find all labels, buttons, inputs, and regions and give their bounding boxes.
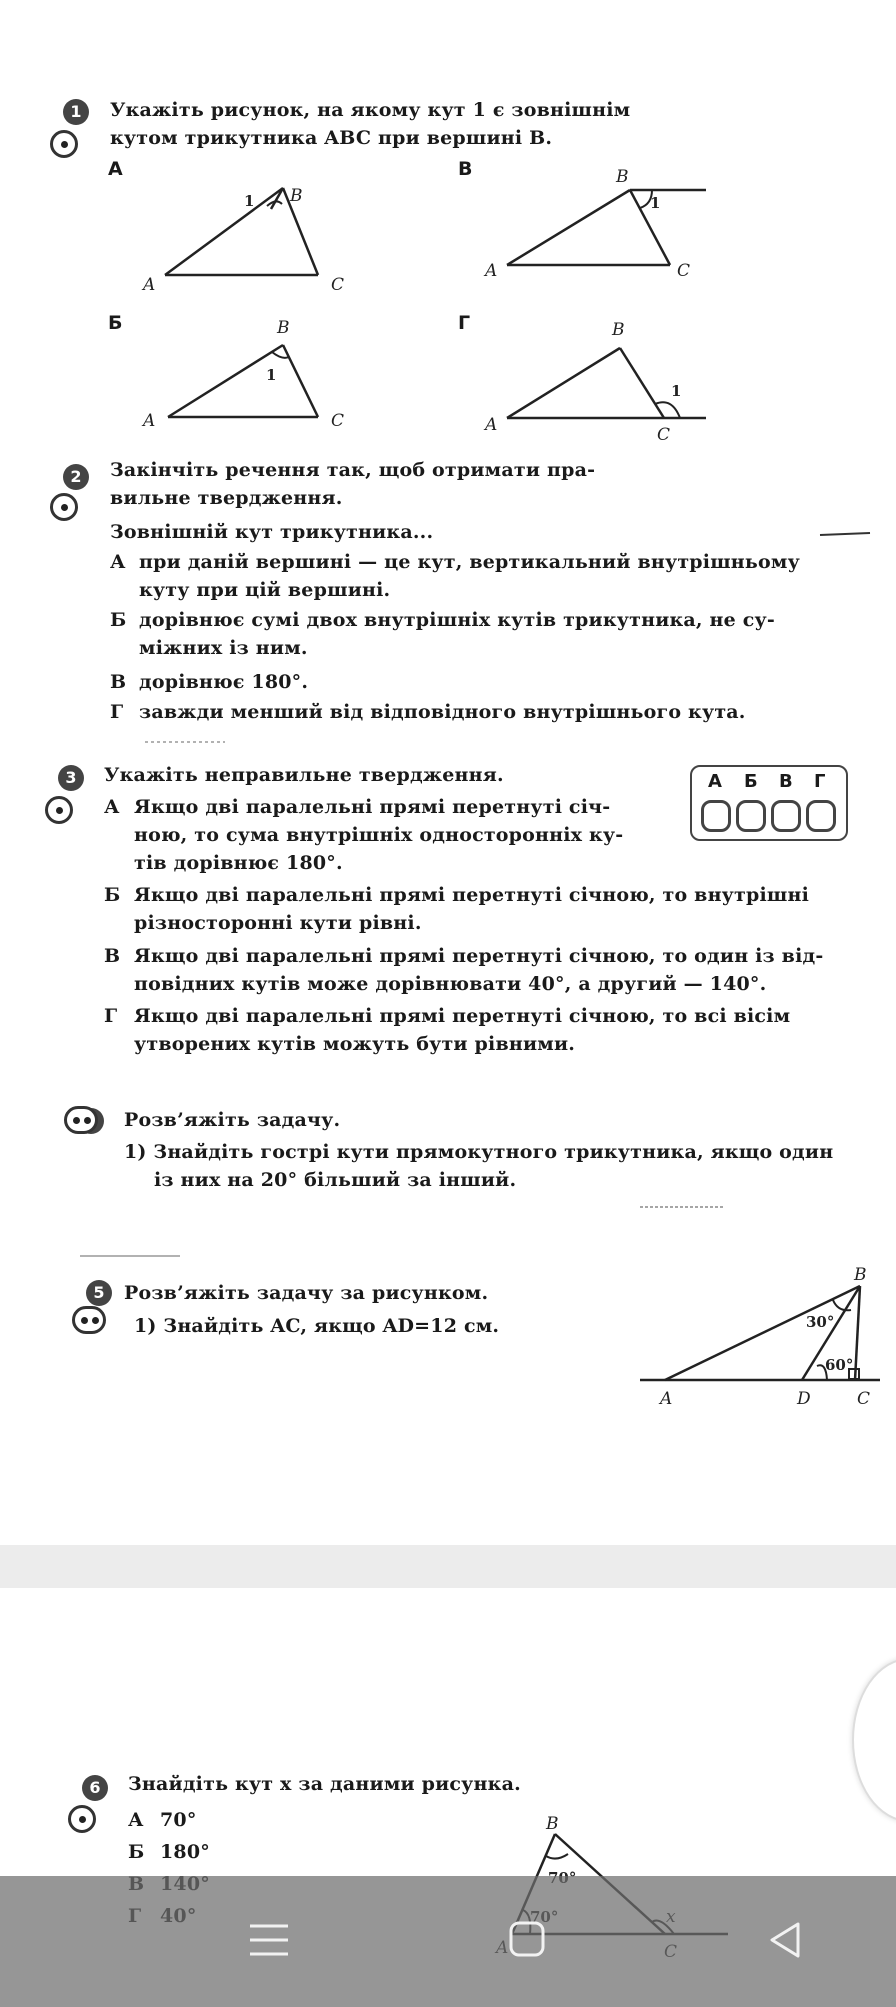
q2-option-b-line2: міжних із ним. xyxy=(139,637,308,659)
q3-option-a-line1: Якщо дві паралельні прямі перетнуті січ- xyxy=(134,796,611,818)
q4-line1: 1) Знайдіть гострі кути прямокутного трикутника, якщо один xyxy=(124,1141,834,1163)
q5-title: Розв’яжіть задачу за рисунком. xyxy=(124,1282,489,1304)
q3-option-a-letter: А xyxy=(104,796,120,818)
q6-option-a-letter: А xyxy=(128,1809,144,1831)
q6-option-a-value: 70° xyxy=(160,1809,197,1831)
answer-cell-b[interactable] xyxy=(736,800,766,832)
q2-option-v-letter: В xyxy=(110,671,127,693)
answer-head-a: А xyxy=(708,771,722,792)
q1v-label-A: A xyxy=(485,261,498,281)
q1-option-a-label: А xyxy=(108,158,123,180)
q6-title: Знайдіть кут x за даними рисунка. xyxy=(128,1773,521,1795)
answer-head-v: В xyxy=(779,771,793,792)
q6-option-b-letter: Б xyxy=(128,1841,145,1863)
q6-option-b-value: 180° xyxy=(160,1841,210,1863)
q5-label-60: 60° xyxy=(825,1356,854,1374)
q1a-label-1: 1 xyxy=(244,192,255,210)
back-icon[interactable] xyxy=(766,1920,806,1960)
q3-option-v-line2: повідних кутів може дорівнювати 40°, а другий — 140°. xyxy=(134,973,767,995)
answer-cell-g[interactable] xyxy=(806,800,836,832)
q1v-label-B: B xyxy=(616,167,629,187)
q1-option-v-label: В xyxy=(458,158,473,180)
question-2-number: 2 xyxy=(63,464,89,490)
q1-figure-v xyxy=(507,190,706,265)
home-icon[interactable] xyxy=(508,1920,548,1960)
q1g-label-A: A xyxy=(485,415,498,435)
q5-label-A: A xyxy=(660,1389,673,1409)
q3-option-g-line2: утворених кутів можуть бути рівними. xyxy=(134,1033,576,1055)
q1v-label-C: C xyxy=(677,261,691,281)
q2-text-line3: Зовнішній кут трикутника... xyxy=(110,521,434,543)
q3-option-a-line2: ною, то сума внутрішніх односторонніх ку- xyxy=(134,824,624,846)
q2-option-a-letter: А xyxy=(110,551,126,573)
q3-option-a-line3: тів дорівнює 180°. xyxy=(134,852,343,874)
q1g-label-B: B xyxy=(612,320,625,340)
difficulty-icon xyxy=(64,1106,98,1134)
q1b-label-1: 1 xyxy=(266,366,277,384)
page-separator xyxy=(0,1545,896,1588)
q5-label-B: B xyxy=(854,1265,867,1285)
q1g-label-1: 1 xyxy=(671,382,682,400)
q3-option-b-letter: Б xyxy=(104,884,121,906)
q2-option-a-line2: куту при цій вершині. xyxy=(139,579,391,601)
q3-answer-grid xyxy=(690,765,848,841)
q5-label-D: D xyxy=(797,1389,811,1409)
q6-label-B: B xyxy=(546,1814,559,1834)
q1-figure-b xyxy=(168,345,318,417)
q1v-label-1: 1 xyxy=(650,194,661,212)
system-navigation-bar xyxy=(0,1876,896,2007)
q1a-label-C: C xyxy=(331,275,345,295)
q2-option-b-line1: дорівнює сумі двох внутрішніх кутів трикутника, не су- xyxy=(139,609,775,631)
question-3-number: 3 xyxy=(58,765,84,791)
difficulty-icon xyxy=(72,1306,106,1334)
q1a-label-B: B xyxy=(290,186,303,206)
q5-label-30: 30° xyxy=(806,1313,835,1331)
answer-head-b: Б xyxy=(744,771,758,792)
q2-option-g-letter: Г xyxy=(110,701,124,723)
answer-head-g: Г xyxy=(814,771,826,792)
q3-option-b-line2: різносторонні кути рівні. xyxy=(134,912,422,934)
q1a-label-A: A xyxy=(143,275,156,295)
q3-option-v-line1: Якщо дві паралельні прямі перетнуті січною, то один із від- xyxy=(134,945,824,967)
q5-label-C: C xyxy=(857,1389,871,1409)
q2-text-line1: Закінчіть речення так, щоб отримати пра- xyxy=(110,459,596,481)
q1-text-line1: Укажіть рисунок, на якому кут 1 є зовнішнім xyxy=(110,99,631,121)
q3-option-g-letter: Г xyxy=(104,1005,118,1027)
menu-icon[interactable] xyxy=(248,1920,290,1960)
difficulty-icon xyxy=(50,493,78,521)
q3-option-b-line1: Якщо дві паралельні прямі перетнуті січною, то внутрішні xyxy=(134,884,810,906)
q2-option-g-line1: завжди менший від відповідного внутрішнього кута. xyxy=(139,701,746,723)
q1-text-line2: кутом трикутника ABC при вершині B. xyxy=(110,127,553,149)
question-1-number: 1 xyxy=(63,99,89,125)
answer-cell-v[interactable] xyxy=(771,800,801,832)
q1b-label-A: A xyxy=(143,411,156,431)
q3-option-v-letter: В xyxy=(104,945,121,967)
question-5-number: 5 xyxy=(86,1280,112,1306)
question-6-number: 6 xyxy=(82,1775,108,1801)
q2-option-v-line1: дорівнює 180°. xyxy=(139,671,309,693)
q1b-label-B: B xyxy=(277,318,290,338)
q5-line1: 1) Знайдіть AC, якщо AD=12 см. xyxy=(134,1315,500,1337)
q1g-label-C: C xyxy=(657,425,671,445)
answer-cell-a[interactable] xyxy=(701,800,731,832)
q1-option-b-label: Б xyxy=(108,312,123,334)
q2-option-a-line1: при даній вершині — це кут, вертикальний внутрішньому xyxy=(139,551,800,573)
difficulty-icon xyxy=(45,796,73,824)
q1b-label-C: C xyxy=(331,411,345,431)
q2-text-line2: вильне твердження. xyxy=(110,487,343,509)
q4-title: Розв’яжіть задачу. xyxy=(124,1109,341,1131)
q1-option-g-label: Г xyxy=(458,312,471,334)
q3-option-g-line1: Якщо дві паралельні прямі перетнуті січною, то всі вісім xyxy=(134,1005,791,1027)
q4-line2: із них на 20° більший за інший. xyxy=(154,1169,517,1191)
q2-option-b-letter: Б xyxy=(110,609,127,631)
q3-title: Укажіть неправильне твердження. xyxy=(104,764,504,786)
